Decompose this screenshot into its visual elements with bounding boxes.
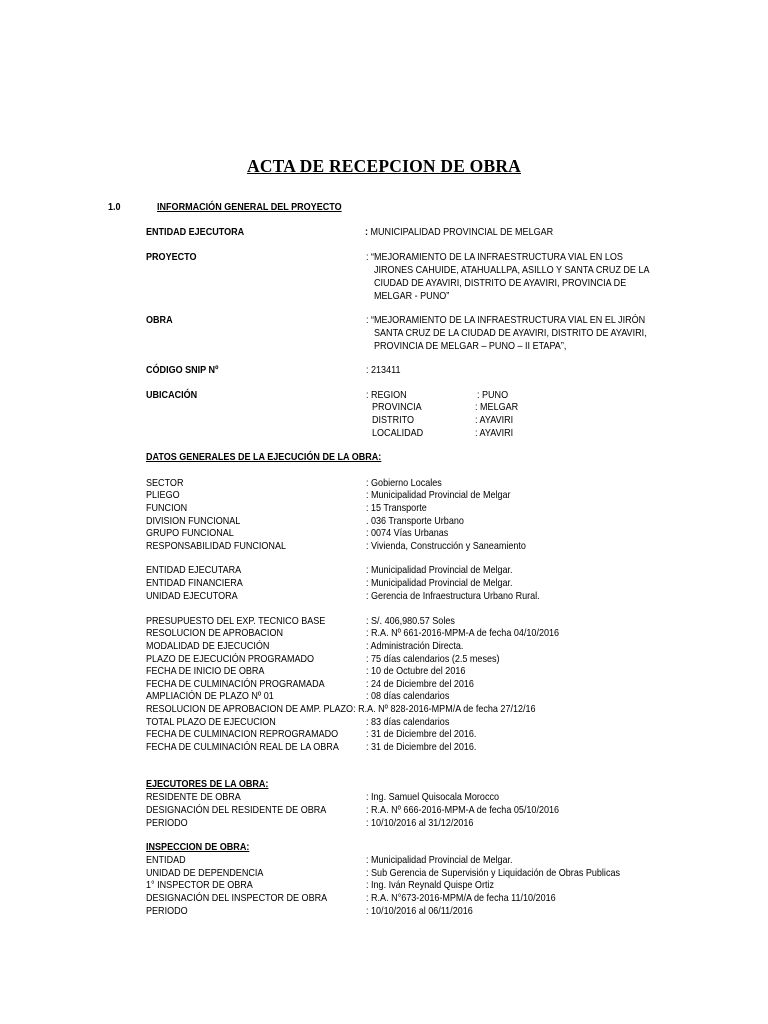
proyecto-line-1: : “MEJORAMIENTO DE LA INFRAESTRUCTURA VIAL EN LOS — [366, 251, 623, 263]
ejecutores-row-value: : 10/10/2016 al 31/12/2016 — [366, 817, 474, 829]
obra-line-3: PROVINCIA DE MELGAR – PUNO – II ETAPA”, — [374, 340, 567, 352]
section-heading: INFORMACIÓN GENERAL DEL PROYECTO — [157, 201, 342, 213]
section-number: 1.0 — [108, 201, 121, 213]
dg-row-label: FECHA DE CULMINACIÓN PROGRAMADA — [146, 678, 325, 690]
ubicacion-region-key: : REGION — [366, 389, 407, 401]
obra-line-1: : “MEJORAMIENTO DE LA INFRAESTRUCTURA VIAL EN EL JIRÓN — [366, 314, 646, 326]
dg-row-value: : 24 de Diciembre del 2016 — [366, 678, 474, 690]
dg-row-value: : Vivienda, Construcción y Saneamiento — [366, 540, 526, 552]
dg-row-value: : Municipalidad Provincial de Melgar — [366, 489, 511, 501]
dg-row-label: AMPLIACIÓN DE PLAZO Nº 01 — [146, 690, 274, 702]
dg-row-label: DIVISION FUNCIONAL — [146, 515, 241, 527]
dg-row-label: UNIDAD EJECUTORA — [146, 590, 238, 602]
dg-row-value: : Municipalidad Provincial de Melgar. — [366, 564, 513, 576]
datos-generales-heading: DATOS GENERALES DE LA EJECUCIÓN DE LA OBRA: — [146, 451, 382, 463]
inspeccion-heading: INSPECCION DE OBRA: — [146, 841, 250, 853]
inspeccion-row-value: : Sub Gerencia de Supervisión y Liquidación de Obras Publicas — [366, 867, 620, 879]
dg-row-label: PLIEGO — [146, 489, 180, 501]
dg-row-label: RESPONSABILIDAD FUNCIONAL — [146, 540, 287, 552]
ejecutores-heading: EJECUTORES DE LA OBRA: — [146, 778, 269, 790]
dg-row-value: : Gerencia de Infraestructura Urbano Rural. — [366, 590, 540, 602]
dg-row-label: FECHA DE CULMINACION REPROGRAMADO — [146, 728, 339, 740]
dg-row-label: SECTOR — [146, 477, 184, 489]
ejecutores-row-value: : Ing. Samuel Quisocala Morocco — [366, 791, 500, 803]
proyecto-line-3: CIUDAD DE AYAVIRI, DISTRITO DE AYAVIRI, PROVINCIA DE — [374, 277, 627, 289]
ejecutores-row-value: : R.A. Nº 666-2016-MPM-A de fecha 05/10/2016 — [366, 804, 560, 816]
inspeccion-row-label: PERIODO — [146, 905, 188, 917]
dg-row-label: TOTAL PLAZO DE EJECUCION — [146, 716, 276, 728]
inspeccion-row-label: ENTIDAD — [146, 854, 186, 866]
entidad-ejecutora-text: MUNICIPALIDAD PROVINCIAL DE MELGAR — [368, 226, 554, 238]
ubicacion-distrito-key: DISTRITO — [372, 414, 414, 426]
proyecto-label: PROYECTO — [146, 251, 197, 263]
dg-row-value: : 31 de Diciembre del 2016. — [366, 728, 477, 740]
ejecutores-row-label: DESIGNACIÓN DEL RESIDENTE DE OBRA — [146, 804, 327, 816]
dg-row-label: ENTIDAD EJECUTARA — [146, 564, 242, 576]
dg-row-label: GRUPO FUNCIONAL — [146, 527, 234, 539]
dg-row-label: MODALIDAD DE EJECUCIÓN — [146, 640, 270, 652]
dg-row-label: PRESUPUESTO DEL EXP. TECNICO BASE — [146, 615, 326, 627]
dg-row-value: : 83 días calendarios — [366, 716, 450, 728]
dg-row-value: : Gobierno Locales — [366, 477, 442, 489]
ubicacion-provincia-key: PROVINCIA — [372, 401, 422, 413]
inspeccion-row-label: DESIGNACIÓN DEL INSPECTOR DE OBRA — [146, 892, 328, 904]
ubicacion-provincia-value: : MELGAR — [475, 401, 519, 413]
dg-row-value: : Administración Directa. — [366, 640, 464, 652]
dg-row-value: : 75 días calendarios (2.5 meses) — [366, 653, 500, 665]
dg-row-value: : Municipalidad Provincial de Melgar. — [366, 577, 513, 589]
dg-row-value: : 31 de Diciembre del 2016. — [366, 741, 477, 753]
inspeccion-row-value: : Municipalidad Provincial de Melgar. — [366, 854, 513, 866]
dg-row-value: : 0074 Vías Urbanas — [366, 527, 449, 539]
proyecto-line-2: JIRONES CAHUIDE, ATAHUALLPA, ASILLO Y SANTA CRUZ DE LA — [374, 264, 650, 276]
ubicacion-localidad-value: : AYAVIRI — [475, 427, 514, 439]
dg-row-value: : R.A. Nº 661-2016-MPM-A de fecha 04/10/2016 — [366, 627, 560, 639]
entidad-ejecutora-colon: : — [365, 226, 369, 238]
obra-label: OBRA — [146, 314, 173, 326]
dg-row-label: ENTIDAD FINANCIERA — [146, 577, 243, 589]
ejecutores-row-label: RESIDENTE DE OBRA — [146, 791, 241, 803]
inspeccion-row-value: : R.A. N°673-2016-MPM/A de fecha 11/10/2016 — [366, 892, 556, 904]
dg-row-label: FECHA DE CULMINACIÓN REAL DE LA OBRA — [146, 741, 339, 753]
inspeccion-row-value: : 10/10/2016 al 06/11/2016 — [366, 905, 473, 917]
inspeccion-row-value: : Ing. Iván Reynald Quispe Ortiz — [366, 879, 494, 891]
ubicacion-label: UBICACIÓN — [146, 389, 198, 401]
dg-row-label: PLAZO DE EJECUCIÓN PROGRAMADO — [146, 653, 315, 665]
dg-row-label: FUNCION — [146, 502, 188, 514]
dg-row-value: : S/. 406,980.57 Soles — [366, 615, 455, 627]
proyecto-line-4: MELGAR - PUNO” — [374, 290, 450, 302]
dg-row-value: : 15 Transporte — [366, 502, 427, 514]
dg-row-value: : 10 de Octubre del 2016 — [366, 665, 466, 677]
entidad-ejecutora-value — [365, 226, 553, 239]
dg-row-value: : 08 días calendarios — [366, 690, 450, 702]
dg-row-label: RESOLUCION DE APROBACION DE AMP. PLAZO: R.A. Nº 828-2016-MPM/A de fecha 27/12/16 — [146, 703, 536, 715]
ubicacion-region-value: : PUNO — [477, 389, 509, 401]
document-title: ACTA DE RECEPCION DE OBRA — [246, 156, 521, 176]
inspeccion-row-label: 1° INSPECTOR DE OBRA — [146, 879, 253, 891]
dg-row-value: . 036 Transporte Urbano — [366, 515, 464, 527]
dg-row-label: FECHA DE INICIO DE OBRA — [146, 665, 265, 677]
entidad-ejecutora-label: ENTIDAD EJECUTORA — [146, 226, 245, 238]
ubicacion-distrito-value: : AYAVIRI — [475, 414, 514, 426]
obra-line-2: SANTA CRUZ DE LA CIUDAD DE AYAVIRI, DISTRITO DE AYAVIRI, — [374, 327, 647, 339]
ubicacion-localidad-key: LOCALIDAD — [372, 427, 424, 439]
dg-row-label: RESOLUCION DE APROBACION — [146, 627, 283, 639]
codigo-snip-value: : 213411 — [366, 364, 401, 376]
inspeccion-row-label: UNIDAD DE DEPENDENCIA — [146, 867, 264, 879]
ejecutores-row-label: PERIODO — [146, 817, 188, 829]
codigo-snip-label: CÓDIGO SNIP Nº — [146, 364, 219, 376]
